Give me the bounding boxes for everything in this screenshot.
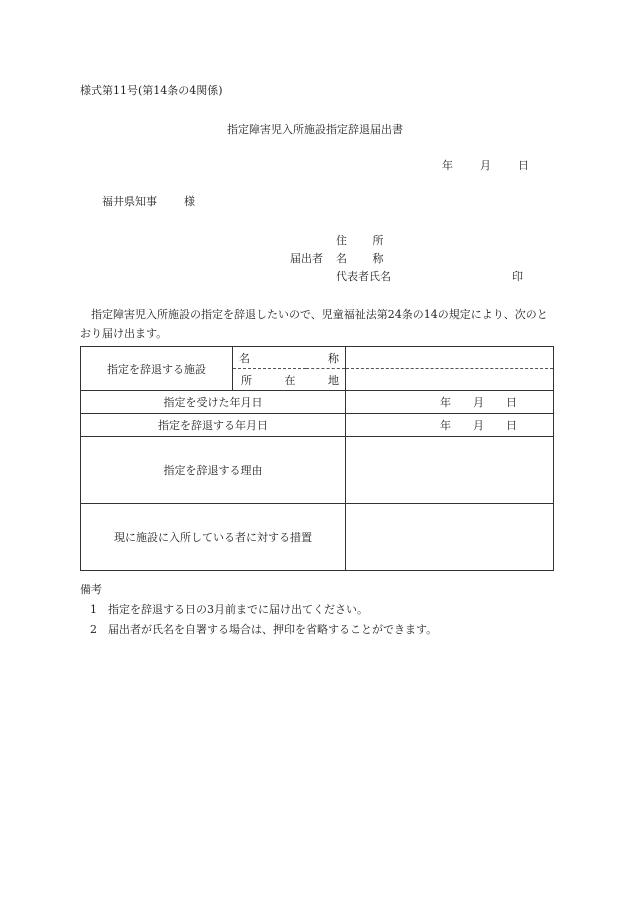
reason-label: 指定を辞退する理由 bbox=[81, 437, 346, 504]
withdrawal-month: 月 bbox=[473, 419, 484, 432]
note-num-2: 2 bbox=[90, 623, 97, 636]
withdrawal-form-table bbox=[80, 346, 554, 571]
applicant-name-label: 名 称 bbox=[336, 252, 384, 265]
withdrawal-date-label: 指定を辞退する年月日 bbox=[81, 414, 346, 437]
facility-name-label bbox=[233, 347, 346, 369]
loc-char-1: 所 bbox=[241, 373, 252, 387]
note-num-1: 1 bbox=[90, 603, 97, 616]
date-day: 日 bbox=[518, 159, 529, 172]
designated-date-value[interactable] bbox=[346, 391, 554, 414]
seal-mark: 印 bbox=[512, 270, 523, 283]
note-text-2: 届出者が氏名を自署する場合は、押印を省略することができます。 bbox=[108, 623, 438, 636]
withdrawal-year: 年 bbox=[440, 419, 451, 432]
date-month: 月 bbox=[480, 159, 491, 172]
document-title: 指定障害児入所施設指定辞退届出書 bbox=[227, 123, 403, 136]
measures-value[interactable] bbox=[346, 504, 554, 571]
loc-char-3: 地 bbox=[328, 373, 339, 387]
designated-day: 日 bbox=[506, 396, 517, 409]
reason-value[interactable] bbox=[346, 437, 554, 504]
note-item-2 bbox=[80, 620, 437, 640]
withdrawal-date-value[interactable] bbox=[346, 414, 554, 437]
measures-label: 現に施設に入所している者に対する措置 bbox=[81, 504, 346, 571]
representative-label: 代表者氏名 bbox=[336, 270, 391, 283]
facility-location-value[interactable] bbox=[346, 369, 554, 391]
loc-char-2: 在 bbox=[284, 373, 296, 387]
notes-section bbox=[80, 580, 437, 640]
name-char-2: 称 bbox=[328, 351, 339, 365]
applicant-address-label: 住 所 bbox=[336, 234, 384, 247]
body-text: 指定障害児入所施設の指定を辞退したいので、児童福祉法第24条の14の規定により、次のとおり届け出ます。 bbox=[80, 308, 548, 340]
designated-year: 年 bbox=[440, 396, 451, 409]
facility-name-value[interactable] bbox=[346, 347, 554, 369]
note-text-1: 指定を辞退する日の3月前までに届け出てください。 bbox=[108, 603, 368, 616]
notes-heading: 備考 bbox=[80, 583, 102, 596]
submission-date bbox=[442, 157, 529, 173]
addressee-name: 福井県知事 bbox=[102, 195, 157, 208]
withdrawal-day: 日 bbox=[506, 419, 517, 432]
note-item-1 bbox=[80, 600, 437, 620]
addressee bbox=[102, 193, 195, 209]
facility-location-label bbox=[233, 369, 346, 391]
designated-month: 月 bbox=[473, 396, 484, 409]
designated-date-label: 指定を受けた年月日 bbox=[81, 391, 346, 414]
addressee-honorific: 様 bbox=[184, 195, 195, 208]
name-char-1: 名 bbox=[239, 351, 250, 365]
facility-label: 指定を辞退する施設 bbox=[81, 347, 233, 391]
form-number: 様式第11号(第14条の4関係) bbox=[80, 84, 223, 97]
date-year: 年 bbox=[442, 159, 453, 172]
applicant-label: 届出者 bbox=[290, 252, 323, 265]
